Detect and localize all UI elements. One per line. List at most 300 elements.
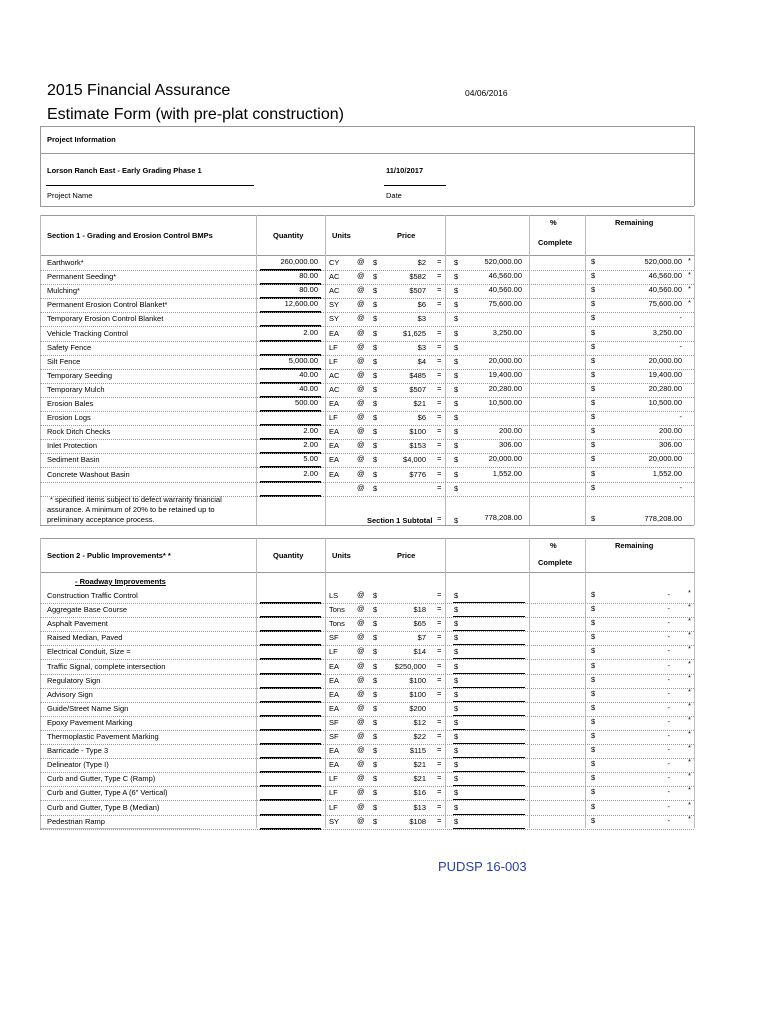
row-price: $7	[417, 633, 426, 642]
row-price: $115	[409, 746, 426, 755]
row-item-name: Electrical Conduit, Size =	[47, 647, 131, 656]
amount-dollar: $	[454, 647, 459, 656]
row-unit: LF	[329, 803, 338, 812]
row-equals: =	[437, 257, 442, 266]
price-dollar: $	[373, 484, 378, 493]
amount-dollar: $	[454, 803, 459, 812]
remaining-dollar: $	[591, 590, 596, 599]
row-remaining: 520,000.00	[644, 257, 682, 266]
row-item-name: Permanent Erosion Control Blanket*	[47, 300, 168, 309]
row-divider	[40, 829, 694, 830]
at-symbol: @	[357, 689, 365, 698]
project-information-label: Project Information	[47, 135, 116, 144]
at-symbol: @	[357, 257, 365, 266]
row-star: *	[688, 673, 691, 682]
row-item-name: Thermoplastic Pavement Marking	[47, 732, 159, 741]
row-quantity[interactable]: 5,000.00	[288, 356, 318, 365]
price-dollar: $	[373, 455, 378, 464]
remaining-dollar: $	[591, 618, 596, 627]
row-item-name: Earthwork*	[47, 258, 84, 267]
row-amount: 200.00	[499, 426, 522, 435]
price-dollar: $	[373, 817, 378, 826]
row-divider	[40, 659, 694, 660]
row-equals: =	[437, 398, 442, 407]
row-equals: =	[437, 661, 442, 670]
row-unit: LF	[329, 343, 338, 352]
row-equals: =	[437, 646, 442, 655]
row-price: $200	[409, 704, 426, 713]
section1-subtotal-remaining-dollar: $	[591, 514, 596, 523]
row-price: $2	[417, 258, 426, 267]
at-symbol: @	[357, 703, 365, 712]
remaining-dollar: $	[591, 731, 596, 740]
row-quantity[interactable]: 2.00	[303, 426, 318, 435]
amount-dollar: $	[454, 788, 459, 797]
row-unit: SY	[329, 300, 340, 309]
remaining-dollar: $	[591, 313, 596, 322]
row-unit: LF	[329, 774, 338, 783]
row-unit: CY	[329, 258, 340, 267]
row-price: $485	[409, 371, 426, 380]
price-dollar: $	[373, 732, 378, 741]
row-equals: =	[437, 384, 442, 393]
at-symbol: @	[357, 802, 365, 811]
row-amount: 20,000.00	[488, 454, 522, 463]
remaining-dollar: $	[591, 384, 596, 393]
row-equals: =	[437, 759, 442, 768]
row-equals: =	[437, 412, 442, 421]
row-unit: EA	[329, 760, 340, 769]
price-dollar: $	[373, 441, 378, 450]
at-symbol: @	[357, 440, 365, 449]
row-quantity[interactable]: 40.00	[299, 384, 318, 393]
price-dollar: $	[373, 647, 378, 656]
project-date-label: Date	[386, 191, 402, 200]
price-dollar: $	[373, 329, 378, 338]
row-quantity[interactable]: 500.00	[295, 398, 318, 407]
row-star: *	[688, 687, 691, 696]
row-item-name: Sediment Basin	[47, 455, 100, 464]
row-item-name: Guide/Street Name Sign	[47, 704, 129, 713]
section2-col-price: Price	[397, 551, 416, 560]
at-symbol: @	[357, 618, 365, 627]
amount-dollar: $	[454, 343, 459, 352]
row-remaining: 46,560.00	[648, 271, 682, 280]
at-symbol: @	[357, 646, 365, 655]
row-price: $4,000	[403, 455, 426, 464]
row-star: *	[688, 256, 691, 265]
row-item-name: Erosion Logs	[47, 413, 91, 422]
row-divider	[40, 467, 694, 468]
at-symbol: @	[357, 787, 365, 796]
amount-dollar: $	[454, 413, 459, 422]
row-price: $65	[413, 619, 426, 628]
remaining-dollar: $	[591, 604, 596, 613]
row-divider	[40, 369, 694, 370]
amount-dollar: $	[454, 286, 459, 295]
row-amount: 75,600.00	[488, 299, 522, 308]
row-star: *	[688, 298, 691, 307]
price-dollar: $	[373, 676, 378, 685]
at-symbol: @	[357, 398, 365, 407]
row-equals: =	[437, 731, 442, 740]
row-unit: SY	[329, 817, 340, 826]
section1-footnote-line3: preliminary acceptance process.	[47, 515, 155, 524]
price-dollar: $	[373, 591, 378, 600]
at-symbol: @	[357, 745, 365, 754]
row-equals: =	[437, 483, 442, 492]
row-item-name: Advisory Sign	[47, 690, 93, 699]
price-dollar: $	[373, 413, 378, 422]
remaining-dollar: $	[591, 257, 596, 266]
row-star: *	[688, 771, 691, 780]
row-equals: =	[437, 689, 442, 698]
amount-dollar: $	[454, 591, 459, 600]
row-remaining: -	[667, 632, 670, 641]
at-symbol: @	[357, 454, 365, 463]
section1-footnote-line1: * specified items subject to defect warranty financial	[50, 495, 222, 504]
row-divider	[40, 425, 694, 426]
remaining-dollar: $	[591, 412, 596, 421]
row-unit: SF	[329, 732, 339, 741]
at-symbol: @	[357, 604, 365, 613]
row-item-name: Curb and Gutter, Type C (Ramp)	[47, 774, 156, 783]
row-amount: 20,280.00	[488, 384, 522, 393]
remaining-dollar: $	[591, 342, 596, 351]
price-dollar: $	[373, 746, 378, 755]
row-equals: =	[437, 271, 442, 280]
row-unit: AC	[329, 286, 340, 295]
price-dollar: $	[373, 427, 378, 436]
section1-col-complete: Complete	[538, 238, 573, 247]
row-remaining: -	[667, 661, 670, 670]
row-item-name: Temporary Erosion Control Blanket	[47, 314, 164, 323]
row-remaining: -	[667, 731, 670, 740]
amount-dollar: $	[454, 427, 459, 436]
row-unit: AC	[329, 385, 340, 394]
row-item-name: Asphalt Pavement	[47, 619, 108, 628]
amount-dollar: $	[454, 385, 459, 394]
price-dollar: $	[373, 788, 378, 797]
remaining-dollar: $	[591, 356, 596, 365]
remaining-dollar: $	[591, 370, 596, 379]
section1-subtotal-amount: 778,208.00	[484, 513, 522, 522]
row-amount: 46,560.00	[488, 271, 522, 280]
at-symbol: @	[357, 632, 365, 641]
price-dollar: $	[373, 718, 378, 727]
amount-dollar: $	[454, 746, 459, 755]
row-divider	[40, 453, 694, 454]
remaining-dollar: $	[591, 689, 596, 698]
remaining-dollar: $	[591, 703, 596, 712]
row-divider	[40, 800, 694, 801]
section2-title: Section 2 - Public Improvements* *	[47, 551, 171, 560]
row-item-name: Traffic Signal, complete intersection	[47, 662, 166, 671]
row-star: *	[688, 616, 691, 625]
row-item-name: Delineator (Type I)	[47, 760, 109, 769]
row-price: $4	[417, 357, 426, 366]
at-symbol: @	[357, 816, 365, 825]
section1-col-units: Units	[332, 231, 351, 240]
row-divider	[40, 758, 694, 759]
row-quantity[interactable]: 12,600.00	[284, 299, 318, 308]
section1-subtotal-label: Section 1 Subtotal	[367, 516, 433, 525]
price-dollar: $	[373, 605, 378, 614]
row-star: *	[688, 659, 691, 668]
row-quantity[interactable]: 5.00	[303, 454, 318, 463]
row-price: $507	[409, 286, 426, 295]
at-symbol: @	[357, 661, 365, 670]
section1-col-price: Price	[397, 231, 416, 240]
row-quantity[interactable]: 260,000.00	[280, 257, 318, 266]
row-price: $100	[409, 690, 426, 699]
row-star: *	[688, 757, 691, 766]
row-item-name: Rock Ditch Checks	[47, 427, 111, 436]
row-divider	[40, 617, 694, 618]
row-quantity[interactable]: 80.00	[299, 285, 318, 294]
row-equals: =	[437, 370, 442, 379]
row-price: $1,625	[403, 329, 426, 338]
amount-dollar: $	[454, 718, 459, 727]
section1-subtotal-dollar: $	[454, 516, 459, 525]
remaining-dollar: $	[591, 802, 596, 811]
row-star: *	[688, 743, 691, 752]
row-unit: AC	[329, 272, 340, 281]
row-item-name: Raised Median, Paved	[47, 633, 123, 642]
row-equals: =	[437, 717, 442, 726]
at-symbol: @	[357, 412, 365, 421]
row-item-name: Temporary Seeding	[47, 371, 113, 380]
row-price: $100	[409, 427, 426, 436]
price-dollar: $	[373, 343, 378, 352]
row-unit: EA	[329, 662, 340, 671]
section1-col-remaining: Remaining	[615, 218, 654, 227]
remaining-dollar: $	[591, 717, 596, 726]
row-item-name: Erosion Bales	[47, 399, 94, 408]
row-price: $21	[413, 774, 426, 783]
row-price: $14	[413, 647, 426, 656]
row-remaining: -	[667, 787, 670, 796]
row-unit: EA	[329, 455, 340, 464]
row-divider	[40, 397, 694, 398]
price-dollar: $	[373, 357, 378, 366]
amount-dollar: $	[454, 619, 459, 628]
remaining-dollar: $	[591, 299, 596, 308]
row-unit: LS	[329, 591, 339, 600]
row-unit: EA	[329, 704, 340, 713]
row-remaining: -	[667, 689, 670, 698]
row-equals: =	[437, 787, 442, 796]
row-equals: =	[437, 356, 442, 365]
row-remaining: -	[667, 590, 670, 599]
row-unit: LF	[329, 357, 338, 366]
remaining-dollar: $	[591, 632, 596, 641]
row-divider	[40, 786, 694, 787]
project-name-label: Project Name	[47, 191, 93, 200]
at-symbol: @	[357, 469, 365, 478]
remaining-dollar: $	[591, 759, 596, 768]
row-divider	[40, 772, 694, 773]
section1-col-quantity: Quantity	[273, 231, 304, 240]
row-divider	[40, 730, 694, 731]
form-title-line1: 2015 Financial Assurance	[47, 82, 231, 99]
row-remaining: 40,560.00	[648, 285, 682, 294]
row-quantity[interactable]: 2.00	[303, 469, 318, 478]
section2-col-units: Units	[332, 551, 351, 560]
price-dollar: $	[373, 704, 378, 713]
row-price: $13	[413, 803, 426, 812]
row-equals: =	[437, 816, 442, 825]
form-date: 04/06/2016	[465, 88, 508, 98]
row-item-name: Mulching*	[47, 286, 80, 295]
row-unit: EA	[329, 676, 340, 685]
amount-dollar: $	[454, 704, 459, 713]
row-price: $22	[413, 732, 426, 741]
amount-dollar: $	[454, 314, 459, 323]
amount-dollar: $	[454, 272, 459, 281]
row-price: $250,000	[394, 662, 426, 671]
row-divider	[40, 383, 694, 384]
price-dollar: $	[373, 258, 378, 267]
row-quantity[interactable]: 2.00	[303, 328, 318, 337]
row-remaining: -	[667, 618, 670, 627]
section2-col-quantity: Quantity	[273, 551, 304, 560]
row-unit: EA	[329, 690, 340, 699]
row-price: $21	[413, 760, 426, 769]
row-remaining: -	[667, 646, 670, 655]
row-equals: =	[437, 342, 442, 351]
remaining-dollar: $	[591, 483, 596, 492]
row-divider	[40, 355, 694, 356]
row-unit: LF	[329, 647, 338, 656]
row-unit: Tons	[329, 605, 345, 614]
remaining-dollar: $	[591, 285, 596, 294]
row-star: *	[688, 814, 691, 823]
remaining-dollar: $	[591, 773, 596, 782]
section1-title: Section 1 - Grading and Erosion Control BMPs	[47, 231, 213, 240]
at-symbol: @	[357, 285, 365, 294]
section1-subtotal-remaining: 778,208.00	[644, 514, 682, 523]
row-equals: =	[437, 299, 442, 308]
price-dollar: $	[373, 399, 378, 408]
section2-roadway-subhead: - Roadway Improvements	[75, 577, 166, 586]
row-remaining: 20,000.00	[648, 356, 682, 365]
remaining-dollar: $	[591, 816, 596, 825]
row-price: $12	[413, 718, 426, 727]
project-date-value[interactable]: 11/10/2017	[386, 166, 424, 175]
row-divider	[40, 631, 694, 632]
row-divider	[40, 284, 694, 285]
amount-dollar: $	[454, 470, 459, 479]
remaining-dollar: $	[591, 328, 596, 337]
row-unit: EA	[329, 441, 340, 450]
row-equals: =	[437, 802, 442, 811]
row-remaining: 3,250.00	[652, 328, 682, 337]
row-equals: =	[437, 328, 442, 337]
row-price: $6	[417, 413, 426, 422]
remaining-dollar: $	[591, 398, 596, 407]
at-symbol: @	[357, 759, 365, 768]
section2-col-complete: Complete	[538, 558, 573, 567]
remaining-dollar: $	[591, 454, 596, 463]
row-amount: 306.00	[499, 440, 522, 449]
remaining-dollar: $	[591, 661, 596, 670]
amount-dollar: $	[454, 817, 459, 826]
row-equals: =	[437, 773, 442, 782]
row-divider	[40, 326, 694, 327]
row-remaining: -	[667, 703, 670, 712]
row-star: *	[688, 588, 691, 597]
price-dollar: $	[373, 633, 378, 642]
row-remaining: -	[679, 313, 682, 322]
row-price: $16	[413, 788, 426, 797]
row-remaining: -	[667, 717, 670, 726]
row-quantity[interactable]: 2.00	[303, 440, 318, 449]
amount-dollar: $	[454, 357, 459, 366]
row-remaining: -	[667, 773, 670, 782]
amount-dollar: $	[454, 484, 459, 493]
row-unit: EA	[329, 427, 340, 436]
row-item-name: Construction Traffic Control	[47, 591, 138, 600]
row-divider	[40, 482, 694, 483]
row-equals: =	[437, 440, 442, 449]
row-divider	[40, 298, 694, 299]
at-symbol: @	[357, 731, 365, 740]
row-remaining: -	[667, 675, 670, 684]
row-equals: =	[437, 426, 442, 435]
project-name-value[interactable]: Lorson Ranch East - Early Grading Phase 1	[47, 166, 202, 175]
row-divider	[40, 688, 694, 689]
amount-dollar: $	[454, 455, 459, 464]
row-quantity[interactable]: 80.00	[299, 271, 318, 280]
row-divider	[40, 411, 694, 412]
row-unit: SY	[329, 314, 340, 323]
row-star: *	[688, 644, 691, 653]
row-remaining: -	[667, 759, 670, 768]
amount-dollar: $	[454, 690, 459, 699]
row-item-name: Vehicle Tracking Control	[47, 329, 128, 338]
row-remaining: 200.00	[659, 426, 682, 435]
section1-col-percent: %	[550, 218, 557, 227]
row-equals: =	[437, 604, 442, 613]
row-price: $582	[409, 272, 426, 281]
amount-dollar: $	[454, 441, 459, 450]
row-equals: =	[437, 469, 442, 478]
row-divider	[40, 674, 694, 675]
amount-dollar: $	[454, 329, 459, 338]
row-unit: LF	[329, 788, 338, 797]
row-unit: SF	[329, 633, 339, 642]
amount-dollar: $	[454, 371, 459, 380]
row-item-name: Regulatory Sign	[47, 676, 101, 685]
row-item-name: Curb and Gutter, Type B (Median)	[47, 803, 160, 812]
remaining-dollar: $	[591, 745, 596, 754]
row-price: $3	[417, 343, 426, 352]
remaining-dollar: $	[591, 440, 596, 449]
row-equals: =	[437, 618, 442, 627]
row-equals: =	[437, 285, 442, 294]
row-divider	[40, 603, 694, 604]
price-dollar: $	[373, 803, 378, 812]
pudsp-stamp: PUDSP 16-003	[438, 859, 527, 874]
price-dollar: $	[373, 690, 378, 699]
row-remaining: -	[679, 412, 682, 421]
row-quantity[interactable]: 40.00	[299, 370, 318, 379]
price-dollar: $	[373, 662, 378, 671]
row-remaining: -	[667, 816, 670, 825]
row-equals: =	[437, 590, 442, 599]
remaining-dollar: $	[591, 787, 596, 796]
